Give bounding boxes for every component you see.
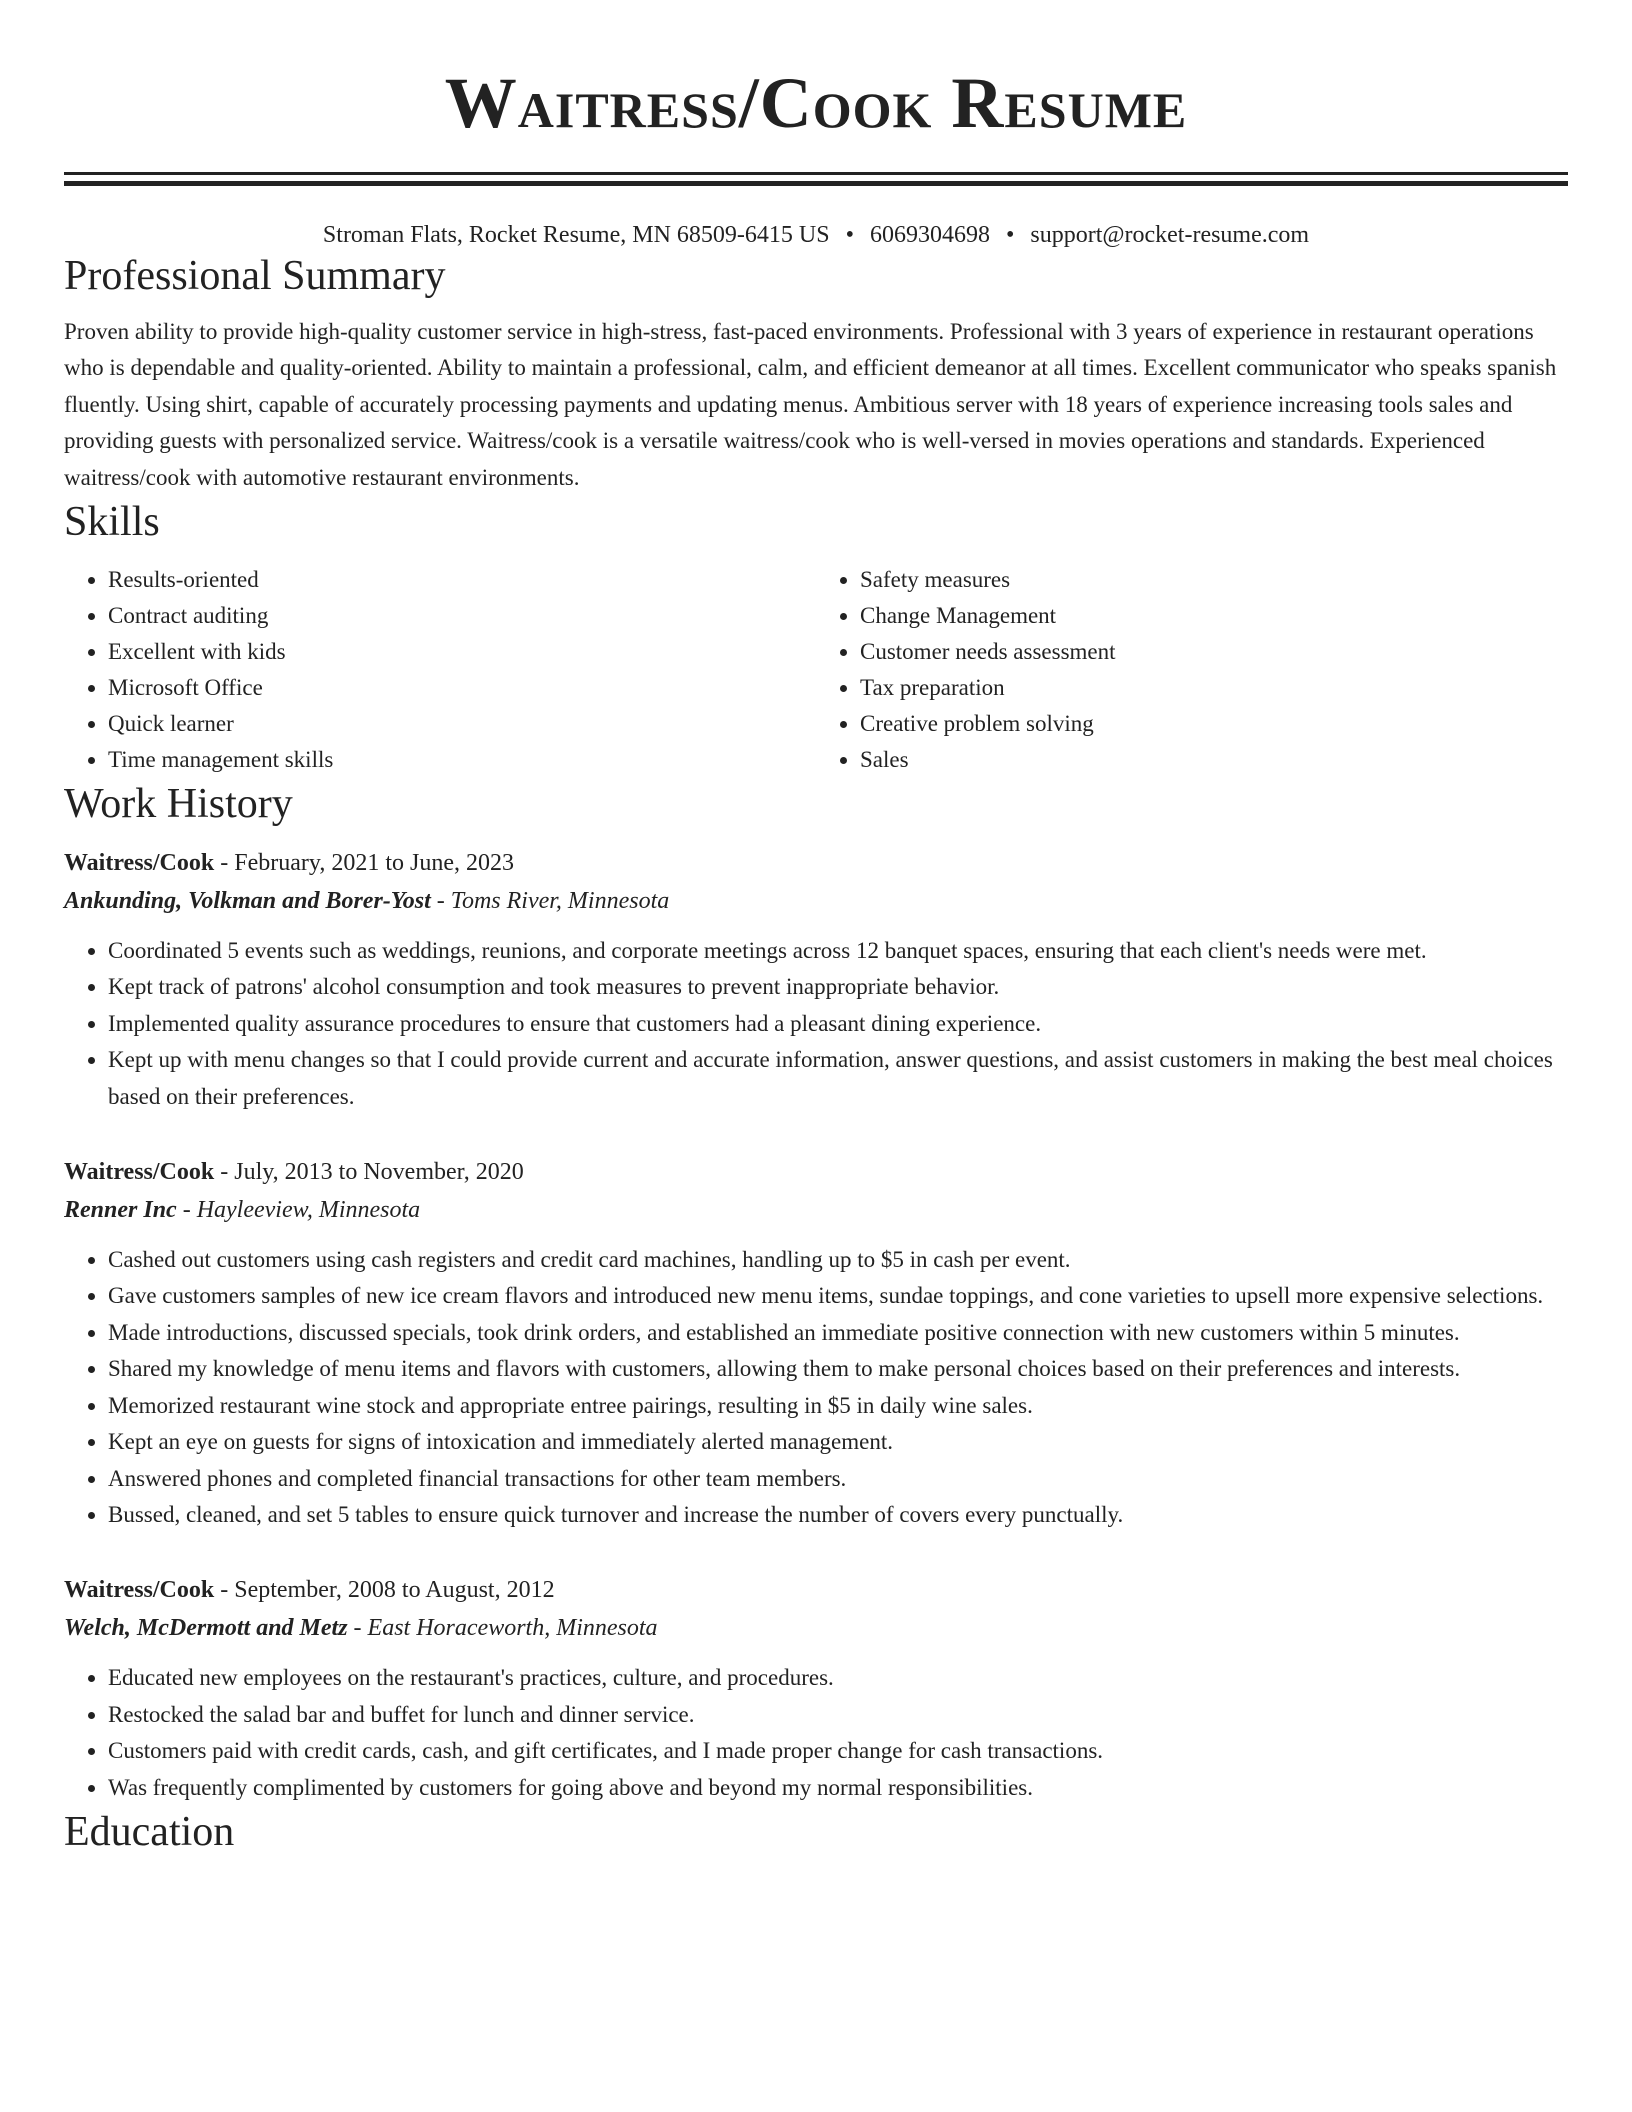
skill-item: • Creative problem solving — [860, 706, 1568, 742]
job-dates: February, 2021 to June, 2023 — [234, 850, 514, 877]
job-bullet: • Kept up with menu changes so that I could provide current and accurate information, answer questions, and assist customers in making the best meal choices based on their preferences. — [108, 1042, 1568, 1115]
skill-item: • Results-oriented — [108, 562, 816, 598]
job-employer-line: Ankunding, Volkman and Borer-Yost - Toms River, Minnesota — [64, 888, 670, 915]
skill-item: • Microsoft Office — [108, 670, 816, 706]
job-company: Welch, McDermott and Metz — [64, 1615, 348, 1642]
contact-phone: 6069304698 — [869, 222, 990, 248]
skills-column-right — [816, 562, 1568, 778]
job-bullet: • Answered phones and completed financial transactions for other team members. — [108, 1461, 1568, 1497]
resume-title: Waitress/Cook Resume — [444, 63, 1188, 143]
summary-text: Proven ability to provide high-quality customer service in high-stress, fast-paced environments. Professional with 3 years of experience in restaurant operations who is dependable and quality-oriented. Ability to maintain a professional, calm, and efficient demeanor at all times. Excellent communicator who speaks spanish fluently. Using shirt, capable of accurately processing payments and updating menus. Ambitious server with 18 years of experience increasing tools sales and providing guests with personalized service. Waitress/cook is a versatile waitress/cook who is well-versed in movies operations and standards. Experienced waitress/cook with automotive restaurant environments. — [64, 319, 1557, 490]
title-divider-thin — [64, 172, 1568, 175]
job-entry — [64, 1153, 1568, 1533]
summary-heading: Professional Summary — [64, 253, 446, 299]
job-title-line: Waitress/Cook - February, 2021 to June, 2023 — [64, 850, 514, 877]
skill-item: • Tax preparation — [860, 670, 1568, 706]
job-title-line: Waitress/Cook - September, 2008 to August, 2012 — [64, 1577, 555, 1604]
skill-item: • Excellent with kids — [108, 634, 816, 670]
job-dates: July, 2013 to November, 2020 — [234, 1159, 524, 1186]
job-bullet: • Implemented quality assurance procedures to ensure that customers had a pleasant dining experience. — [108, 1006, 1568, 1042]
job-company: Renner Inc — [64, 1197, 177, 1224]
job-location: Hayleeview, Minnesota — [196, 1197, 421, 1224]
skill-item: • Quick learner — [108, 706, 816, 742]
job-role: Waitress/Cook — [64, 850, 215, 877]
job-bullet: • Kept track of patrons' alcohol consumption and took measures to prevent inappropriate behavior. — [108, 969, 1568, 1005]
job-bullet: • Bussed, cleaned, and set 5 tables to ensure quick turnover and increase the number of covers every punctually. — [108, 1497, 1568, 1533]
skills-list — [64, 562, 1568, 778]
skills-column-left — [64, 562, 816, 778]
job-bullet: • Gave customers samples of new ice cream flavors and introduced new menu items, sundae toppings, and cone varieties to upsell more expensive selections. — [108, 1278, 1568, 1314]
skill-item: • Change Management — [860, 598, 1568, 634]
skill-item: • Contract auditing — [108, 598, 816, 634]
job-employer-line: Welch, McDermott and Metz - East Horaceworth, Minnesota — [64, 1615, 658, 1642]
job-role: Waitress/Cook — [64, 1159, 215, 1186]
skill-item: • Safety measures — [860, 562, 1568, 598]
job-bullet: • Shared my knowledge of menu items and flavors with customers, allowing them to make personal choices based on their preferences and interests. — [108, 1351, 1568, 1387]
skills-heading: Skills — [64, 499, 160, 546]
education-heading: Education — [64, 1808, 235, 1855]
job-bullet: • Cashed out customers using cash registers and credit card machines, handling up to $5 in cash per event. — [108, 1242, 1568, 1278]
job-entry — [64, 844, 1568, 1115]
contact-email: support@rocket-resume.com — [1030, 222, 1310, 248]
job-bullet: • Was frequently complimented by customers for going above and beyond my normal responsibilities. — [108, 1770, 1568, 1806]
job-bullet: • Customers paid with credit cards, cash, and gift certificates, and I made proper change for cash transactions. — [108, 1733, 1568, 1769]
job-entry — [64, 1571, 1568, 1806]
skill-item: • Customer needs assessment — [860, 634, 1568, 670]
job-bullet: • Coordinated 5 events such as weddings, reunions, and corporate meetings across 12 banquet spaces, ensuring that each client's needs were met. — [108, 933, 1568, 969]
job-bullet: • Made introductions, discussed specials, took drink orders, and established an immediate positive connection with new customers within 5 minutes. — [108, 1315, 1568, 1351]
job-title-line: Waitress/Cook - July, 2013 to November, 2020 — [64, 1159, 524, 1186]
job-bullet: • Educated new employees on the restaurant's practices, culture, and procedures. — [108, 1660, 1568, 1696]
job-employer-line: Renner Inc - Hayleeview, Minnesota — [64, 1197, 421, 1224]
job-bullet: • Memorized restaurant wine stock and appropriate entree pairings, resulting in $5 in daily wine sales. — [108, 1388, 1568, 1424]
job-company: Ankunding, Volkman and Borer-Yost — [64, 888, 431, 915]
job-location: Toms River, Minnesota — [450, 888, 670, 915]
job-bullets — [64, 933, 1568, 1115]
job-bullets — [64, 1660, 1568, 1806]
contact-separator: • — [1005, 222, 1015, 248]
contact-line — [64, 220, 1568, 250]
contact-address: Stroman Flats, Rocket Resume, MN 68509-6415 US — [322, 222, 830, 248]
job-role: Waitress/Cook — [64, 1577, 215, 1604]
job-bullet: • Restocked the salad bar and buffet for lunch and dinner service. — [108, 1697, 1568, 1733]
skill-item: • Sales — [860, 742, 1568, 778]
job-location: East Horaceworth, Minnesota — [367, 1615, 658, 1642]
work-history-heading: Work History — [64, 781, 293, 828]
job-dates: September, 2008 to August, 2012 — [234, 1577, 555, 1604]
skill-item: • Time management skills — [108, 742, 816, 778]
title-divider-thick — [64, 181, 1568, 186]
job-bullet: • Kept an eye on guests for signs of intoxication and immediately alerted management. — [108, 1424, 1568, 1460]
contact-separator: • — [845, 222, 854, 248]
job-bullets — [64, 1242, 1568, 1533]
